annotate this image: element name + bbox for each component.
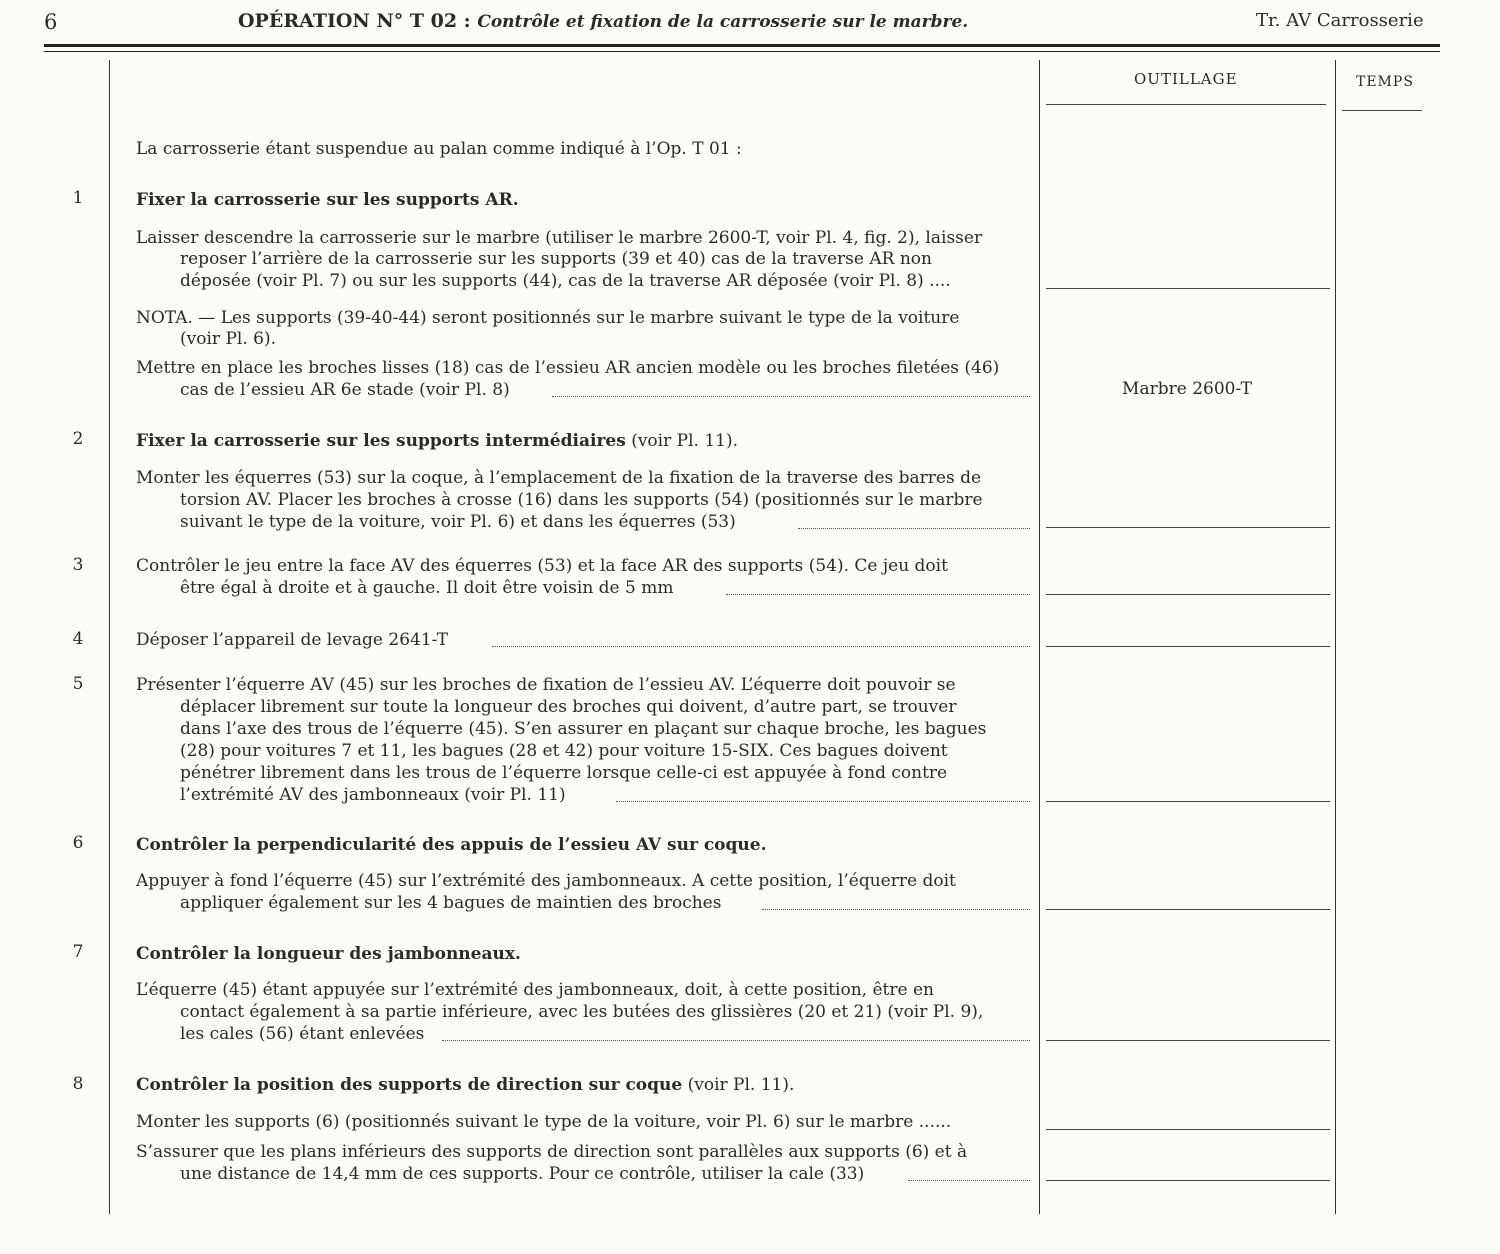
temps-header: TEMPS bbox=[1356, 74, 1414, 90]
step-title-suffix: (voir Pl. 11). bbox=[682, 1075, 795, 1095]
step-paragraph-line: les cales (56) étant enlevées bbox=[180, 1024, 425, 1044]
intro-text: La carrosserie étant suspendue au palan comme indiqué à l’Op. T 01 : bbox=[136, 139, 742, 159]
step-paragraph-line: déposée (voir Pl. 7) ou sur les supports (44), cas de la traverse AR déposée (voir Pl. 8) .... bbox=[180, 271, 951, 291]
step-paragraph-line: l’extrémité AV des jambonneaux (voir Pl. 11) bbox=[180, 785, 566, 805]
step-number: 2 bbox=[72, 429, 84, 449]
dot-leader bbox=[762, 908, 1030, 910]
dot-leader bbox=[552, 395, 1030, 397]
step-paragraph-line: une distance de 14,4 mm de ces supports. Pour ce contrôle, utiliser la cale (33) bbox=[180, 1164, 865, 1184]
dot-leader bbox=[726, 593, 1030, 595]
step-number: 5 bbox=[72, 674, 84, 694]
step-title-suffix: (voir Pl. 11). bbox=[625, 431, 738, 451]
step-paragraph-line: pénétrer librement dans les trous de l’équerre lorsque celle-ci est appuyée à fond contre bbox=[180, 763, 948, 783]
step-title-bold: Fixer la carrosserie sur les supports intermédiaires bbox=[136, 431, 626, 451]
tool-name: Marbre 2600-T bbox=[1122, 379, 1252, 399]
step-title: Contrôler la perpendicularité des appuis de l’essieu AV sur coque. bbox=[136, 835, 767, 855]
operation-subtitle: Contrôle et fixation de la carrosserie sur le marbre. bbox=[477, 12, 969, 32]
step-paragraph-line: dans l’axe des trous de l’équerre (45). S’en assurer en plaçant sur chaque broche, les bagues bbox=[180, 719, 987, 739]
operation-title bbox=[238, 10, 968, 40]
tool-row-rule bbox=[1046, 1129, 1330, 1130]
step-paragraph-line: déplacer librement sur toute la longueur des broches qui doivent, d’autre part, se trouver bbox=[180, 697, 957, 717]
step-paragraph-line: suivant le type de la voiture, voir Pl. 6) et dans les équerres (53) bbox=[180, 512, 736, 532]
step-paragraph-line: Appuyer à fond l’équerre (45) sur l’extrémité des jambonneaux. A cette position, l’équerre doit bbox=[136, 871, 956, 891]
header-rule-thin bbox=[44, 51, 1440, 52]
step-title bbox=[136, 430, 738, 452]
temps-header-rule bbox=[1342, 110, 1422, 111]
step-paragraph-line: Monter les supports (6) (positionnés suivant le type de la voiture, voir Pl. 6) sur le marbre ...... bbox=[136, 1112, 952, 1132]
time-column-divider bbox=[1335, 60, 1336, 1214]
step-paragraph-line: torsion AV. Placer les broches à crosse (16) dans les supports (54) (positionnés sur le marbre bbox=[180, 490, 983, 510]
step-paragraph-line: L’équerre (45) étant appuyée sur l’extrémité des jambonneaux, doit, à cette position, être en bbox=[136, 980, 934, 1000]
step-title: Fixer la carrosserie sur les supports AR. bbox=[136, 190, 519, 210]
step-paragraph-line: reposer l’arrière de la carrosserie sur les supports (39 et 40) cas de la traverse AR non bbox=[180, 249, 932, 269]
step-paragraph-line: Monter les équerres (53) sur la coque, à l’emplacement de la fixation de la traverse des barres de bbox=[136, 468, 982, 488]
step-paragraph-line: Déposer l’appareil de levage 2641-T bbox=[136, 630, 449, 650]
step-title-bold: Contrôler la position des supports de direction sur coque bbox=[136, 1075, 683, 1095]
tool-row-rule bbox=[1046, 1040, 1330, 1041]
step-number: 6 bbox=[72, 833, 84, 853]
operation-number: OPÉRATION N° T 02 : bbox=[238, 10, 471, 32]
step-number: 1 bbox=[72, 188, 84, 208]
step-paragraph-line: Contrôler le jeu entre la face AV des équerres (53) et la face AR des supports (54). Ce jeu doit bbox=[136, 556, 948, 576]
section-label: Tr. AV Carrosserie bbox=[1256, 10, 1424, 31]
step-paragraph-line: Mettre en place les broches lisses (18) cas de l’essieu AR ancien modèle ou les broches filetées (46) bbox=[136, 358, 1000, 378]
outillage-header-rule bbox=[1046, 104, 1326, 105]
step-number: 8 bbox=[72, 1074, 84, 1094]
step-paragraph-line: cas de l’essieu AR 6e stade (voir Pl. 8) bbox=[180, 380, 510, 400]
outillage-header: OUTILLAGE bbox=[1134, 70, 1238, 88]
tool-row-rule bbox=[1046, 594, 1330, 595]
step-title bbox=[136, 1074, 794, 1096]
tools-column-divider bbox=[1039, 60, 1040, 1214]
page-number: 6 bbox=[44, 10, 58, 34]
dot-leader bbox=[908, 1179, 1030, 1181]
step-number: 3 bbox=[72, 555, 84, 575]
dot-leader bbox=[798, 527, 1030, 529]
step-paragraph-line: Laisser descendre la carrosserie sur le marbre (utiliser le marbre 2600-T, voir Pl. 4, fig. 2), laisser bbox=[136, 228, 983, 248]
step-paragraph-line: S’assurer que les plans inférieurs des supports de direction sont parallèles aux supports (6) et à bbox=[136, 1142, 968, 1162]
step-paragraph-line: (28) pour voitures 7 et 11, les bagues (28 et 42) pour voiture 15-SIX. Ces bagues doivent bbox=[180, 741, 948, 761]
step-number: 7 bbox=[72, 942, 84, 962]
tool-row-rule bbox=[1046, 527, 1330, 528]
tool-row-rule bbox=[1046, 646, 1330, 647]
tool-row-rule bbox=[1046, 801, 1330, 802]
dot-leader bbox=[442, 1039, 1030, 1041]
left-column-divider bbox=[109, 60, 110, 1214]
dot-leader bbox=[616, 800, 1030, 802]
step-paragraph-line: Présenter l’équerre AV (45) sur les broches de fixation de l’essieu AV. L’équerre doit pouvoir se bbox=[136, 675, 956, 695]
step-paragraph-line: être égal à droite et à gauche. Il doit être voisin de 5 mm bbox=[180, 578, 674, 598]
step-paragraph-line: contact également à sa partie inférieure, avec les butées des glissières (20 et 21) (voir Pl. 9), bbox=[180, 1002, 984, 1022]
tool-row-rule bbox=[1046, 1180, 1330, 1181]
header-rule-thick bbox=[44, 44, 1440, 47]
step-paragraph-line: appliquer également sur les 4 bagues de maintien des broches bbox=[180, 893, 722, 913]
tool-row-rule bbox=[1046, 909, 1330, 910]
tool-row-rule bbox=[1046, 288, 1330, 289]
nota-line: NOTA. — Les supports (39-40-44) seront positionnés sur le marbre suivant le type de la voiture bbox=[136, 308, 960, 328]
dot-leader bbox=[492, 645, 1030, 647]
step-number: 4 bbox=[72, 629, 84, 649]
nota-line: (voir Pl. 6). bbox=[180, 329, 276, 349]
step-title: Contrôler la longueur des jambonneaux. bbox=[136, 944, 521, 964]
